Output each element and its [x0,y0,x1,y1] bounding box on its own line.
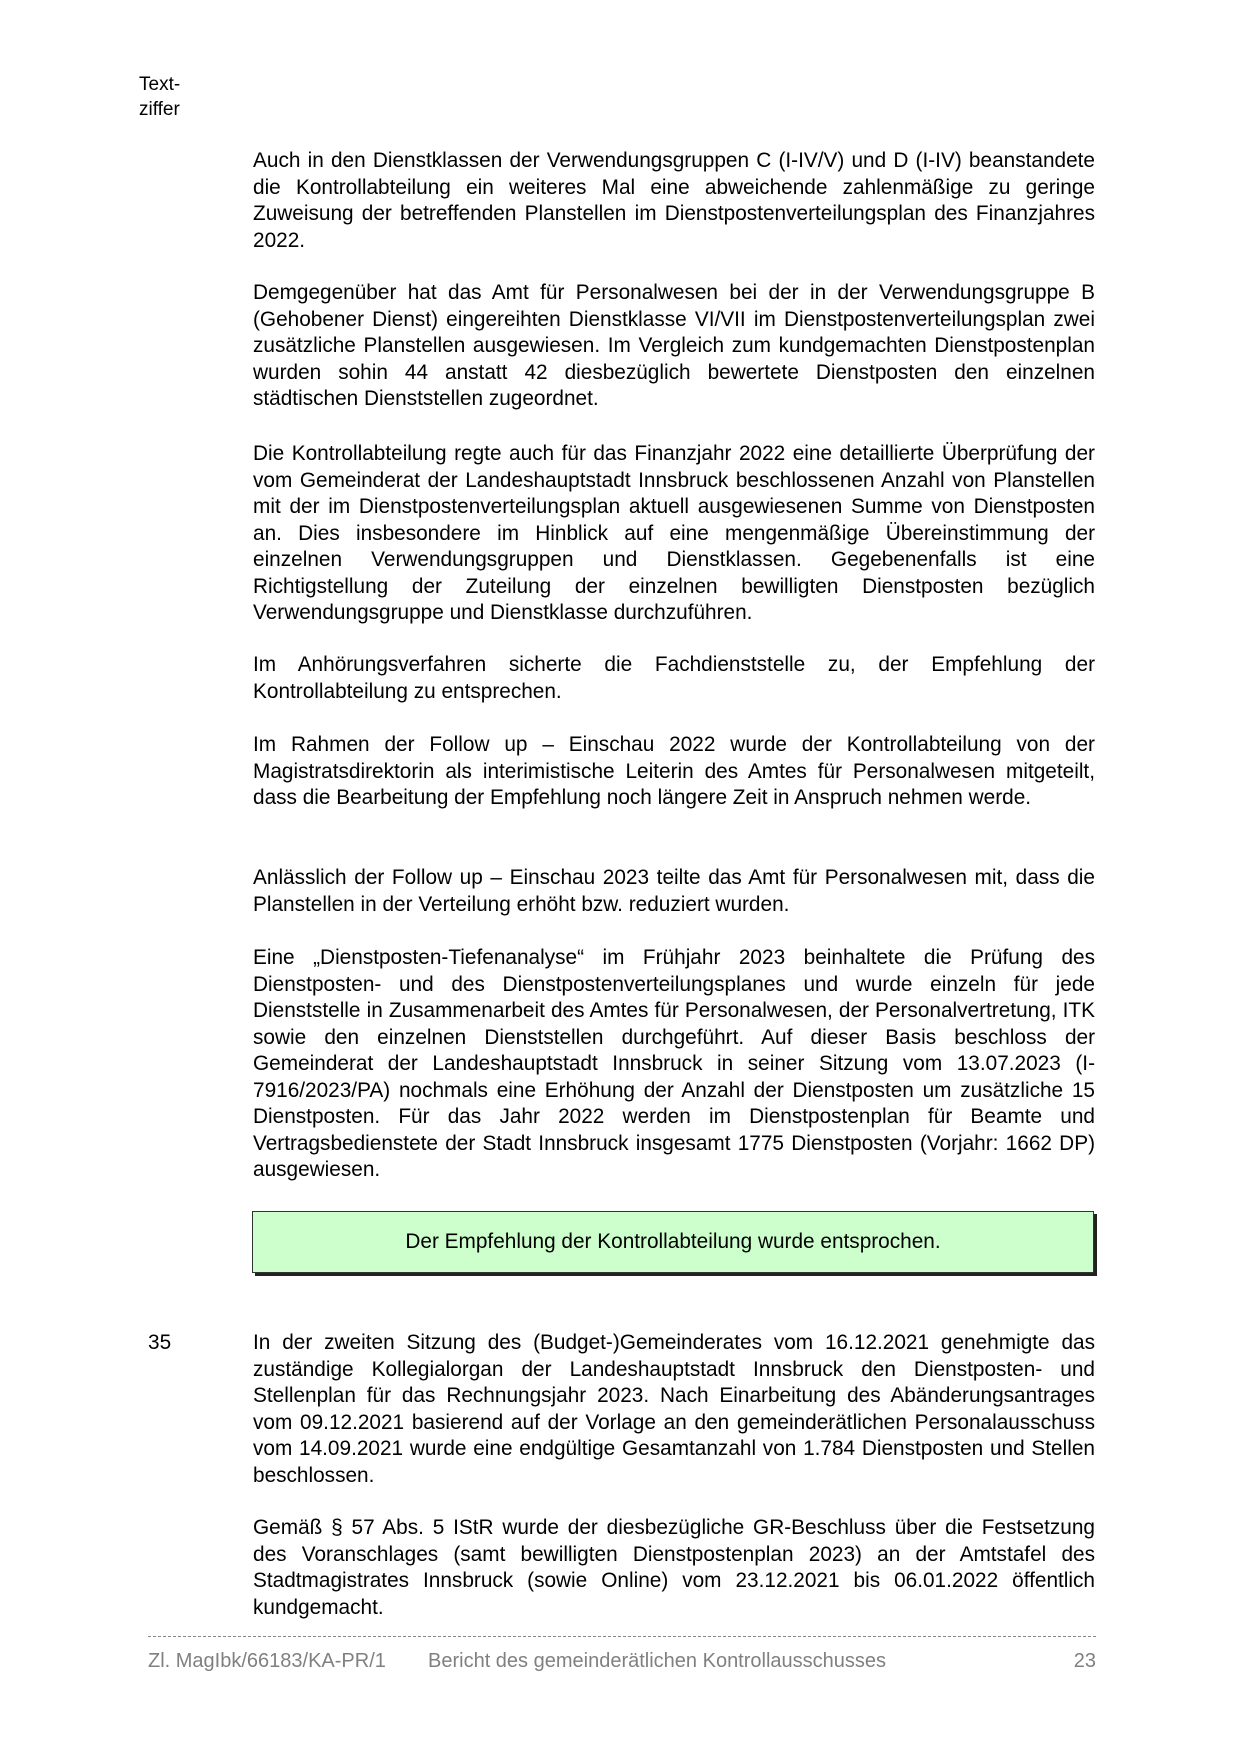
paragraph-4: Im Anhörungsverfahren sicherte die Fachdienststelle zu, der Empfehlung der Kontrollabteilung zu entsprechen. [253,653,1095,703]
paragraph-6: Anlässlich der Follow up – Einschau 2023 teilte das Amt für Personalwesen mit, dass die Planstellen in der Verteilung erhöht bzw. reduziert wurden. [253,866,1095,916]
paragraph-2: Demgegenüber hat das Amt für Personalwesen bei der in der Verwendungsgruppe B (Gehobener Dienst) eingereihten Dienstklasse VI/VII im Dienstpostenverteilungsplan zwei zusätzliche Planstellen ausgewiesen. Im Vergleich zum kundgemachten Dienstpostenplan wurden sohin 44 anstatt 42 diesbezüglich bewertete Dienstposten den einzelnen städtischen Dienststellen zugeordnet. [253,281,1095,410]
footer-reference: Zl. MagIbk/66183/KA-PR/1 [148,1650,386,1672]
textziffer-number: 35 [148,1331,172,1354]
paragraph-3: Die Kontrollabteilung regte auch für das Finanzjahr 2022 eine detaillierte Überprüfung der vom Gemeinderat der Landeshauptstadt Innsbruck beschlossenen Anzahl von Planstellen mit der im Dienstpostenverteilungsplan aktuell ausgewiesenen Summe von Dienstposten an. Dies insbesondere im Hinblick auf eine mengenmäßige Übereinstimmung der einzelnen Verwendungsgruppen und Dienstklassen. Gegebenenfalls ist eine Richtigstellung der Zuteilung der einzelnen bewilligten Dienstposten bezüglich Verwendungsgruppe und Dienstklasse durchzuführen. [253,442,1095,624]
margin-label-line-2: ziffer [139,99,180,120]
footer-page-number: 23 [1073,1650,1096,1672]
footer-title: Bericht des gemeinderätlichen Kontrollausschusses [428,1650,887,1672]
footer-divider [148,1636,1096,1637]
paragraph-5: Im Rahmen der Follow up – Einschau 2022 wurde der Kontrollabteilung von der Magistratsdirektorin als interimistische Leiterin des Amtes für Personalwesen mitgeteilt, dass die Bearbeitung der Empfehlung noch längere Zeit in Anspruch nehmen werde. [253,733,1095,809]
paragraph-8: In der zweiten Sitzung des (Budget-)Gemeinderates vom 16.12.2021 genehmigte das zuständige Kollegialorgan der Landeshauptstadt Innsbruck den Dienstposten- und Stellenplan für das Rechnungsjahr 2023. Nach Einarbeitung des Abänderungsantrages vom 09.12.2021 basierend auf der Vorlage an den gemeinderätlichen Personalausschuss vom 14.09.2021 wurde eine endgültige Gesamtanzahl von 1.784 Dienstposten und Stellen beschlossen. [253,1331,1095,1487]
notice-text: Der Empfehlung der Kontrollabteilung wurde entsprochen. [405,1230,941,1253]
paragraph-1: Auch in den Dienstklassen der Verwendungsgruppen C (I-IV/V) und D (I-IV) beanstandete die Kontrollabteilung ein weiteres Mal eine abweichende zahlenmäßige zu geringe Zuweisung der betreffenden Planstellen im Dienstpostenverteilungsplan des Finanzjahres 2022. [253,149,1095,252]
paragraph-7: Eine „Dienstposten-Tiefenanalyse“ im Frühjahr 2023 beinhaltete die Prüfung des Dienstposten- und des Dienstpostenverteilungsplanes und wurde einzeln für jede Dienststelle in Zusammenarbeit des Amtes für Personalwesen, der Personalvertretung, ITK sowie den einzelnen Dienststellen durchgeführt. Auf dieser Basis beschloss der Gemeinderat der Landeshauptstadt Innsbruck in seiner Sitzung vom 13.07.2023 (I-7916/2023/PA) nochmals eine Erhöhung der Anzahl der Dienstposten um zusätzliche 15 Dienstposten. Für das Jahr 2022 werden im Dienstpostenplan für Beamte und Vertragsbedienstete der Stadt Innsbruck insgesamt 1775 Dienstposten (Vorjahr: 1662 DP) ausgewiesen. [253,946,1095,1181]
paragraph-9: Gemäß § 57 Abs. 5 IStR wurde der diesbezügliche GR-Beschluss über die Festsetzung des Voranschlages (samt bewilligten Dienstpostenplan 2023) an der Amtstafel des Stadtmagistrates Innsbruck (sowie Online) vom 23.12.2021 bis 06.01.2022 öffentlich kundgemacht. [253,1516,1095,1619]
margin-label-line-1: Text- [139,74,181,95]
margin-label-textziffer [139,72,219,122]
recommendation-fulfilled-notice [252,1211,1094,1273]
